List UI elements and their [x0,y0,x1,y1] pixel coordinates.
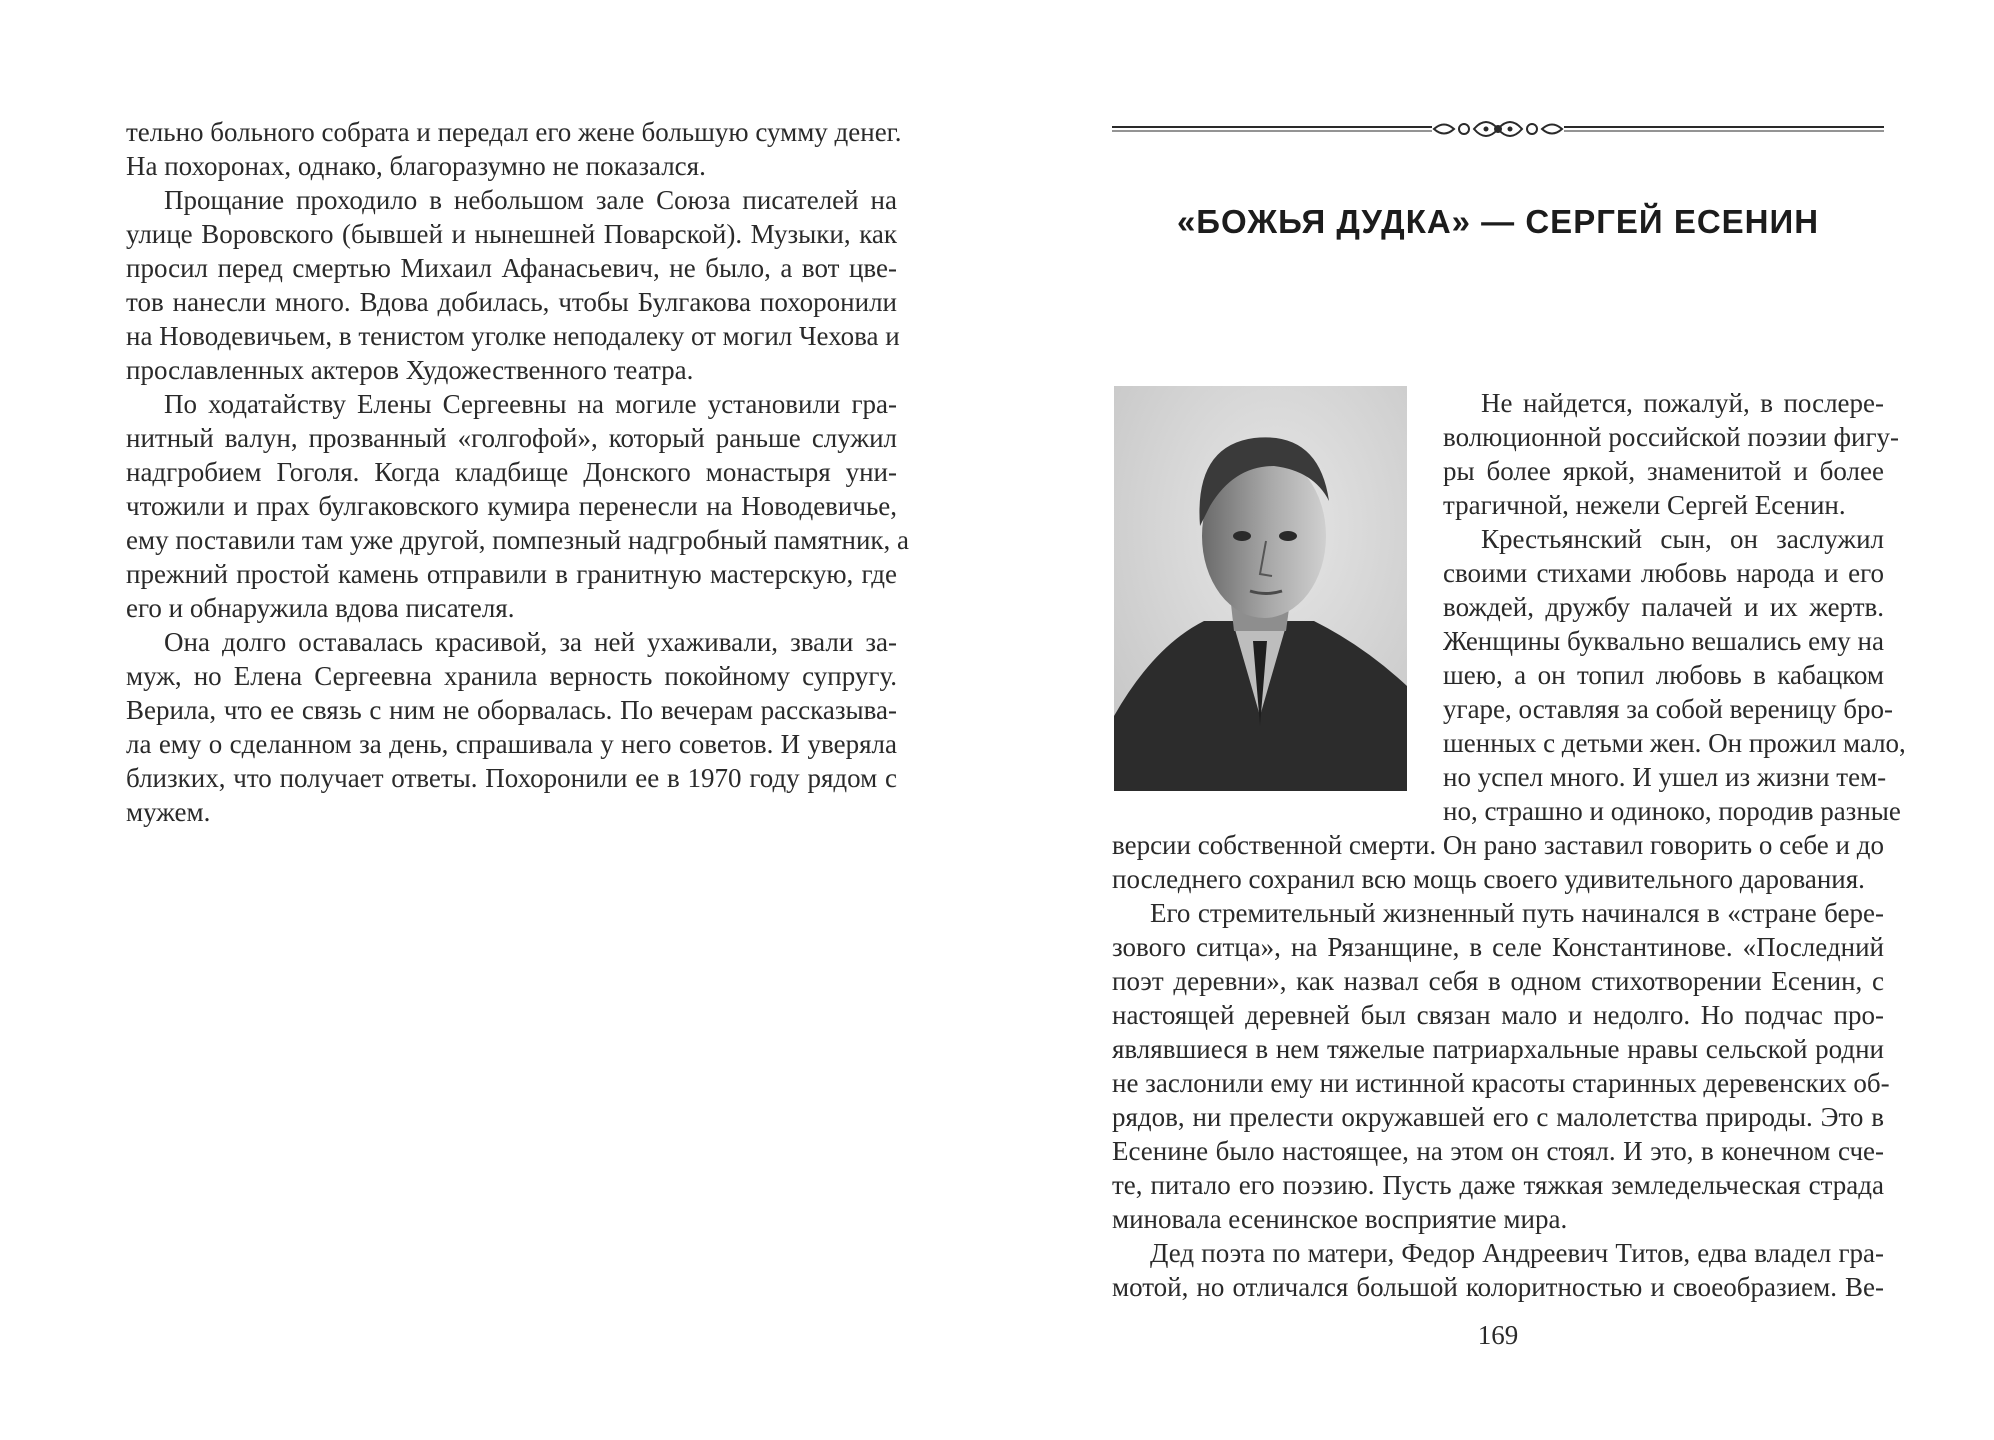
text-line: своими стихами любовь народа и его [1443,558,1884,588]
text-line: рядов, ни прелести окружавшей его с малолетства природы. Это в [1112,1102,1884,1132]
text-line: волюционной российской поэзии фигу- [1443,422,1900,452]
text-line: улице Воровского (бывшей и нынешней Поварской). Музыки, как [126,219,897,249]
text-line: миновала есенинское восприятие мира. [1112,1204,1568,1234]
text-line: не заслонили ему ни истинной красоты старинных деревенских об- [1112,1068,1890,1098]
text-line: Прощание проходило в небольшом зале Союза писателей на [164,185,897,215]
text-line: его и обнаружила вдова писателя. [126,593,515,623]
text-line: Есенине было настоящее, на этом он стоял. И это, в конечном сче- [1112,1136,1884,1166]
text-line: последнего сохранил всю мощь своего удивительного дарования. [1112,864,1865,894]
text-line: муж, но Елена Сергеевна хранила верность покойному супругу. [126,661,897,691]
page-number: 169 [1477,1320,1519,1350]
text-line: ему поставили там уже другой, помпезный надгробный памятник, а [126,525,910,555]
text-line: ла ему о сделанном за день, спрашивала у него советов. И уверяла [126,729,897,759]
text-line: трагичной, нежели Сергей Есенин. [1443,490,1846,520]
text-line: шею, а он топил любовь в кабацком [1443,660,1884,690]
portrait-photo [1114,386,1407,791]
text-line: но успел много. И ушел из жизни тем- [1443,762,1887,792]
text-line: мужем. [126,797,211,827]
text-line: Она долго оставалась красивой, за ней ухаживали, звали за- [164,627,897,657]
text-line: но, страшно и одиноко, породив разные [1443,796,1901,826]
text-line: на Новодевичьем, в тенистом уголке неподалеку от могил Чехова и [126,321,900,351]
chapter-title: «БОЖЬЯ ДУДКА» — СЕРГЕЙ ЕСЕНИН [1176,203,1820,240]
header-ornament [1112,110,1884,150]
text-line: По ходатайству Елены Сергеевны на могиле установили гра- [164,389,897,419]
text-line: версии собственной смерти. Он рано заставил говорить о себе и до [1112,830,1884,860]
text-line: надгробием Гоголя. Когда кладбище Донского монастыря уни- [126,457,897,487]
text-line: нитный валун, прозванный «голгофой», который раньше служил [126,423,897,453]
text-line: прежний простой камень отправили в гранитную мастерскую, где [126,559,897,589]
text-line: те, питало его поэзию. Пусть даже тяжкая земледельческая страда [1112,1170,1884,1200]
text-line: Его стремительный жизненный путь начинался в «стране бере- [1150,898,1884,928]
text-line: близких, что получает ответы. Похоронили ее в 1970 году рядом с [126,763,897,793]
text-line: Крестьянский сын, он заслужил [1481,524,1884,554]
text-line: Не найдется, пожалуй, в послере- [1481,388,1884,418]
text-line: являвшиеся в нем тяжелые патриархальные нравы сельской родни [1112,1034,1884,1064]
text-line: вождей, дружбу палачей и их жертв. [1443,592,1884,622]
text-line: поэт деревни», как назвал себя в одном стихотворении Есенин, с [1112,966,1884,996]
text-line: мотой, но отличался большой колоритностью и своеобразием. Ве- [1112,1272,1884,1302]
text-line: Верила, что ее связь с ним не оборвалась. По вечерам рассказыва- [126,695,897,725]
text-line: угаре, оставляя за собой вереницу бро- [1443,694,1893,724]
text-line: ры более яркой, знаменитой и более [1443,456,1884,486]
text-line: чтожили и прах булгаковского кумира перенесли на Новодевичье, [126,491,897,521]
text-line: На похоронах, однако, благоразумно не показался. [126,151,706,181]
text-line: просил перед смертью Михаил Афанасьевич, не было, а вот цве- [126,253,897,283]
text-line: прославленных актеров Художественного театра. [126,355,694,385]
text-line: тельно больного собрата и передал его жене большую сумму денег. [126,117,902,147]
text-line: тов нанесли много. Вдова добилась, чтобы Булгакова похоронили [126,287,897,317]
text-line: зового ситца», на Рязанщине, в селе Константинове. «Последний [1112,932,1884,962]
text-line: Дед поэта по матери, Федор Андреевич Титов, едва владел гра- [1150,1238,1884,1268]
right-page [997,0,1994,1440]
text-line: настоящей деревней был связан мало и недолго. Но подчас про- [1112,1000,1884,1030]
text-line: шенных с детьми жен. Он прожил мало, [1443,728,1906,758]
text-line: Женщины буквально вешались ему на [1443,626,1884,656]
